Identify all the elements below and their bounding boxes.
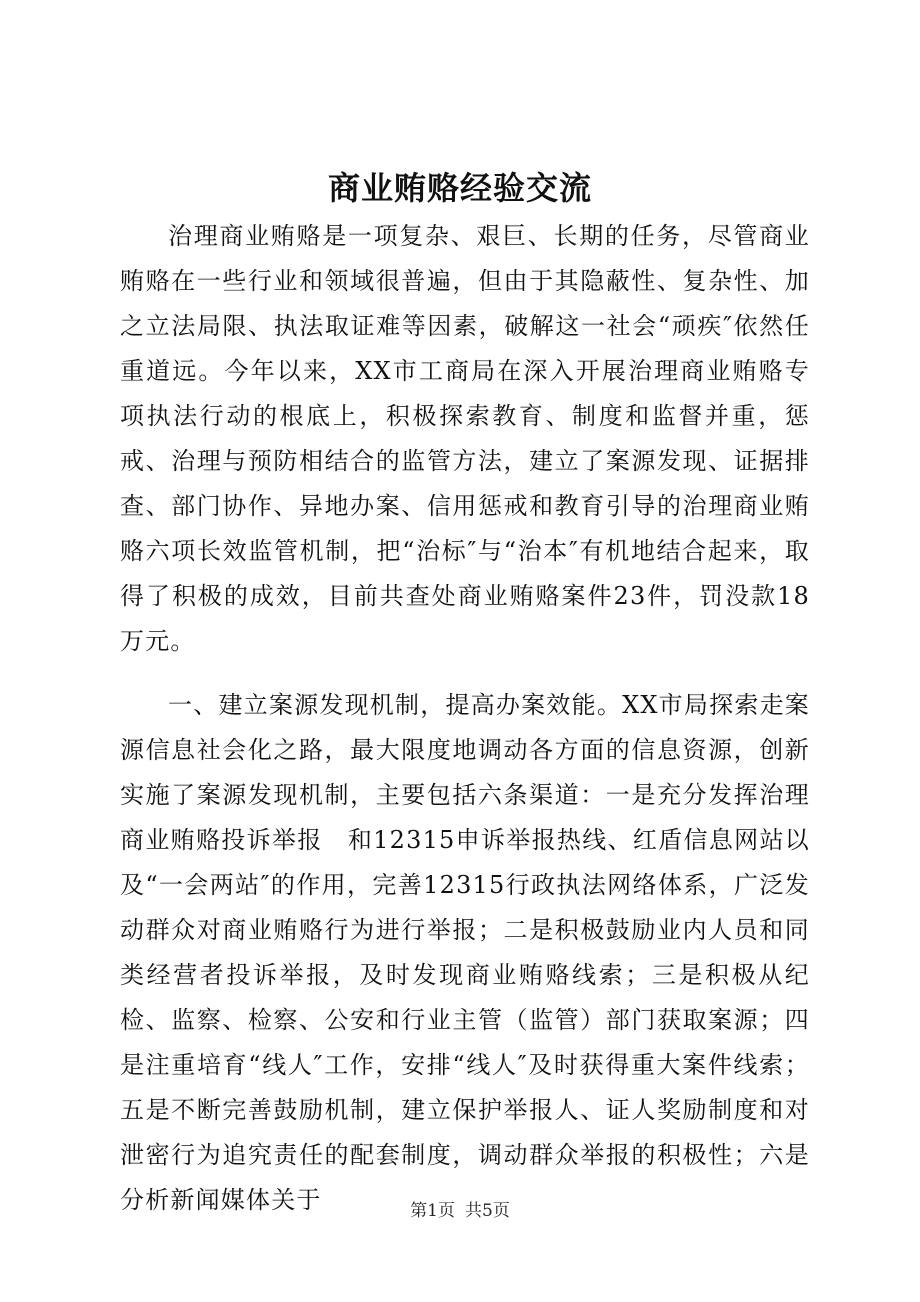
paragraph-intro: 治理商业贿赂是一项复杂、艰巨、长期的任务，尽管商业贿赂在一些行业和领域很普遍，但由于其隐蔽性、复杂性、加之立法局限、执法取证难等因素，破解这一社会“顽疾″依然任重道远。今年以来，XX市工商局在深入开展治理商业贿赂专项执法行动的根底上，积极探索教育、制度和监督并重，惩戒、治理与预防相结合的监管方法，建立了案源发现、证据排查、部门协作、异地办案、信用惩戒和教育引导的治理商业贿赂六项长效监管机制，把“治标″与“治本″有机地结合起来，取得了积极的成效，目前共查处商业贿赂案件23件，罚没款18万元。 xyxy=(120,222,810,655)
page-number: 第1页 xyxy=(410,1201,455,1221)
page-total: 共5页 xyxy=(465,1201,510,1221)
document-title: 商业贿赂经验交流 xyxy=(327,169,592,207)
paragraph-section-one: 一、建立案源发现机制，提高办案效能。XX市局探索走案源信息社会化之路，最大限度地调动各方面的信息资源，创新实施了案源发现机制，主要包括六条渠道：一是充分发挥治理商业贿赂投诉举报 和12315申诉举报热线、红盾信息网站以及“一会两站″的作用，完善12315行政执法网络体系，广泛发动群众对商业贿赂行为进行举报；二是积极鼓励业内人员和同类经营者投诉举报，及时发现商业贿赂线索；三是积极从纪检、监察、检察、公安和行业主管（监管）部门获取案源；四是注重培育“线人″工作，安排“线人″及时获得重大案件线索；五是不断完善鼓励机制，建立保护举报人、证人奖励制度和对泄密行为追究责任的配套制度，调动群众举报的积极性；六是分析新闻媒体关于 xyxy=(120,691,810,1214)
page-footer xyxy=(0,1199,920,1223)
document-body xyxy=(120,214,810,1223)
